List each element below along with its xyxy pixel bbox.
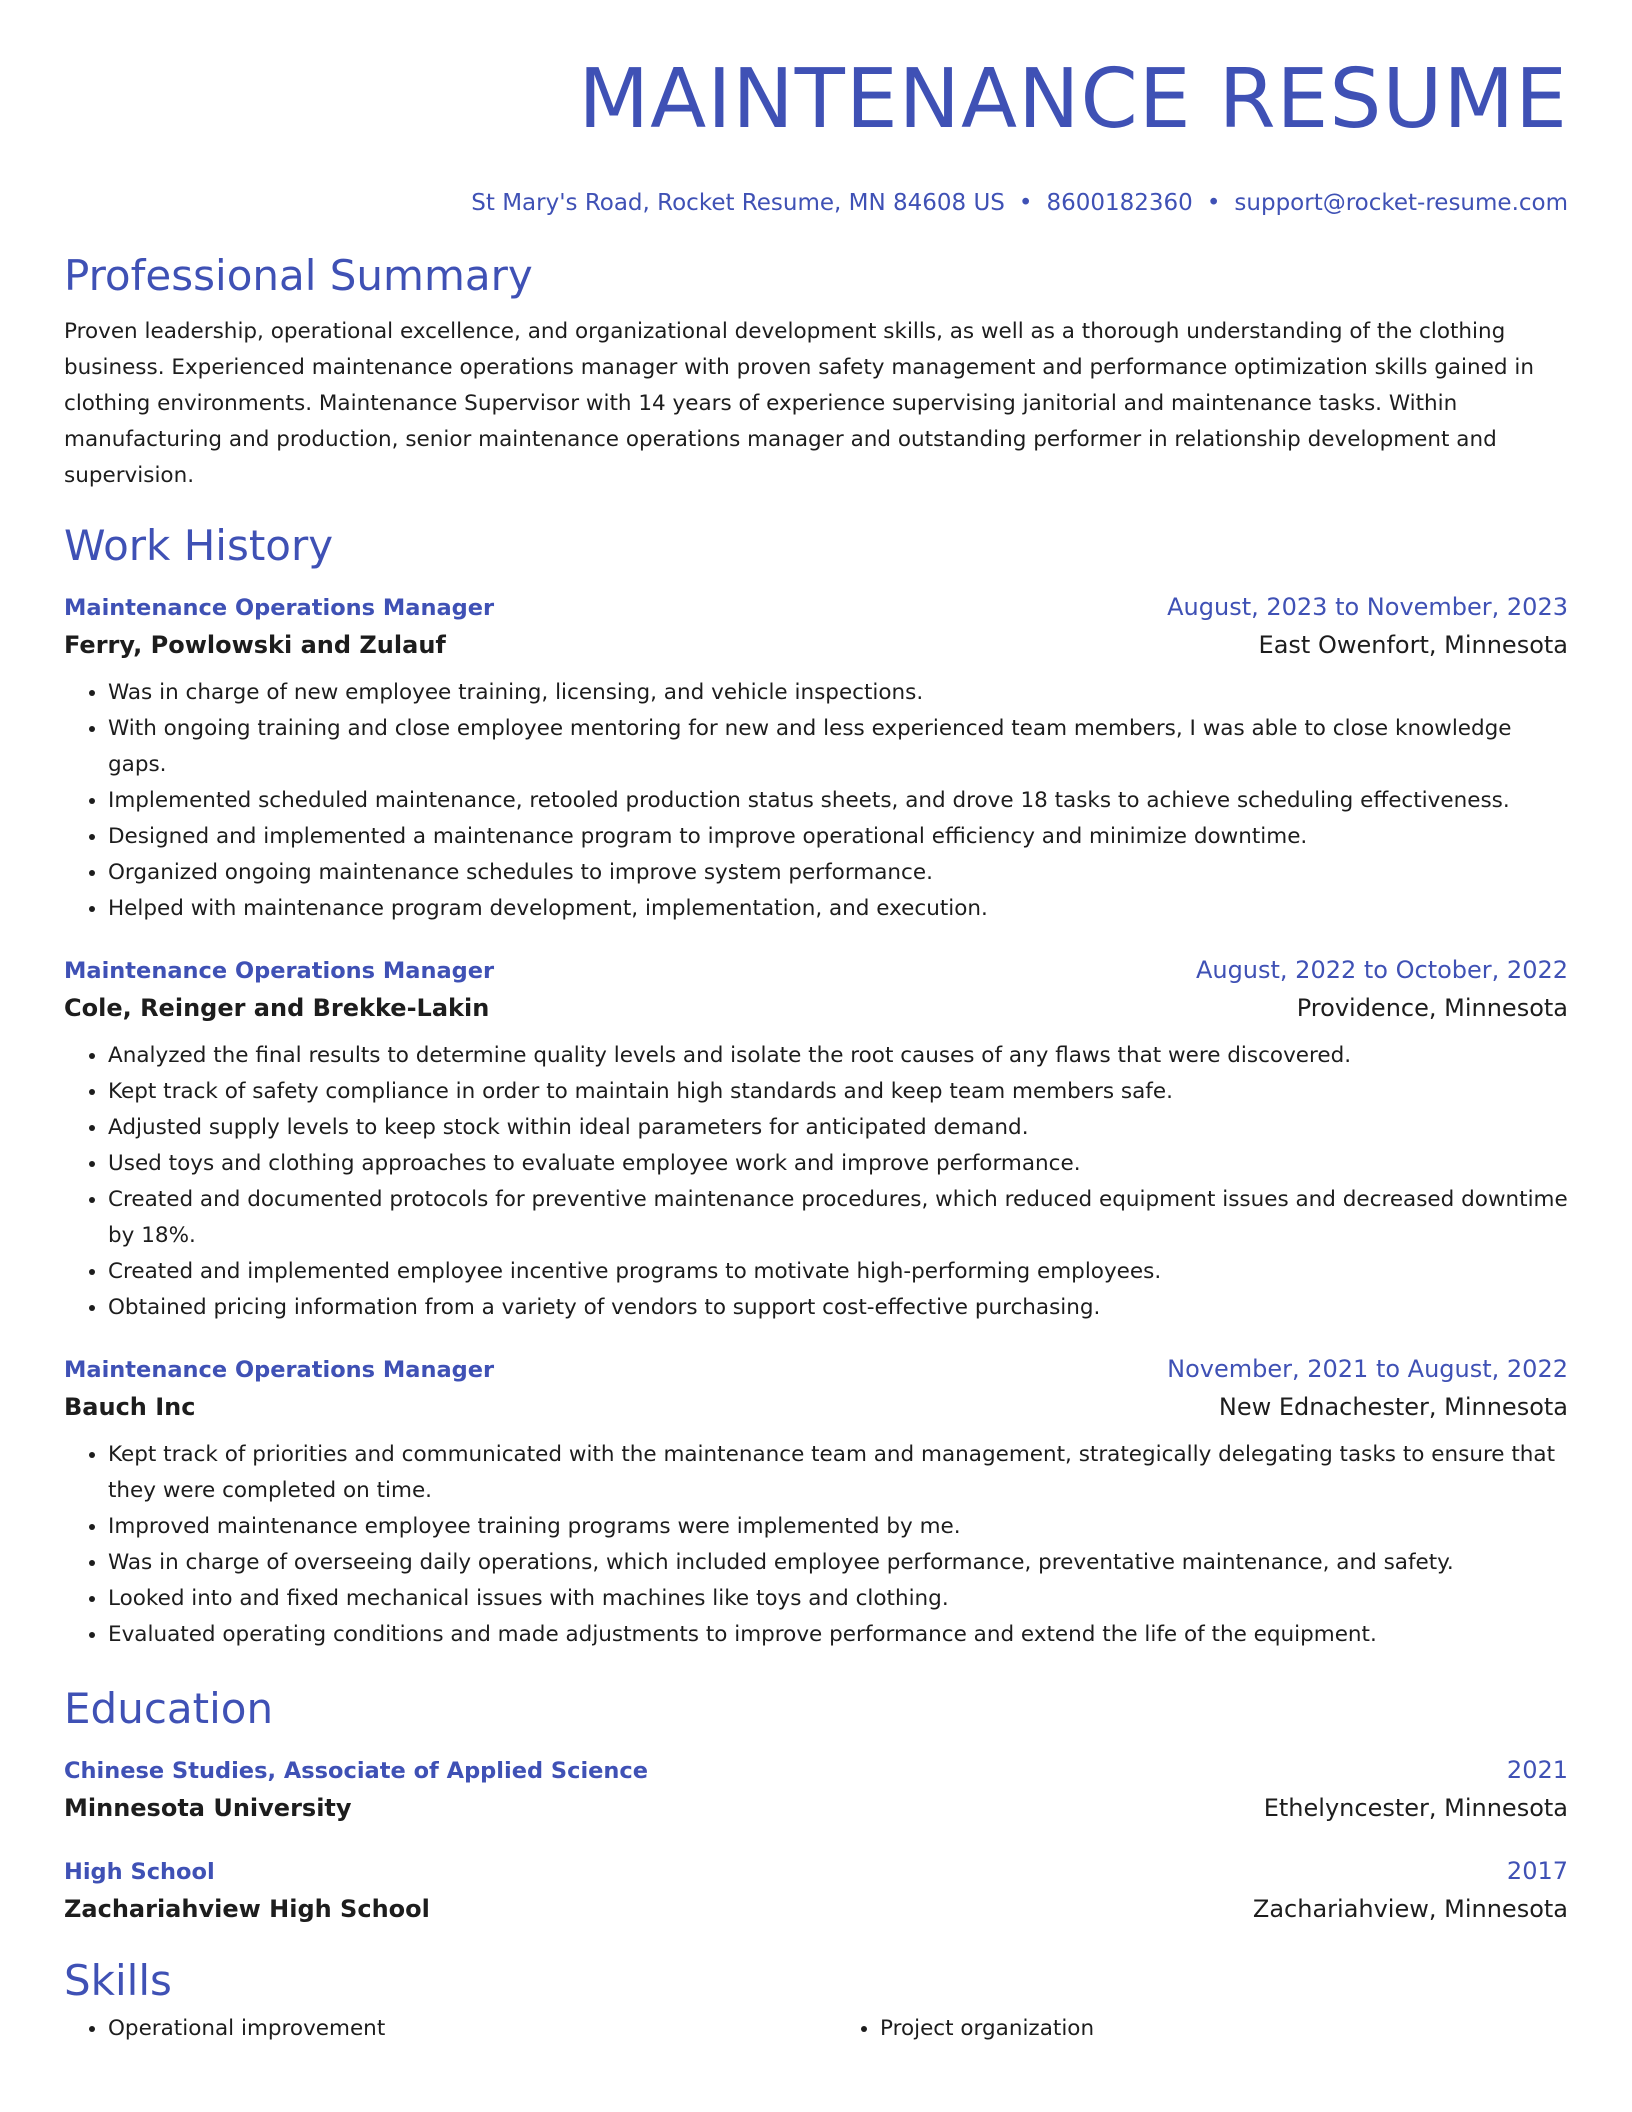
job-bullet: • Analyzed the final results to determine quality levels and isolate the root causes of any flaws that were discovered. <box>108 1038 1568 1074</box>
job-bullet: • Evaluated operating conditions and made adjustments to improve performance and extend the life of the equipment. <box>108 1617 1568 1653</box>
job-role: Maintenance Operations Manager <box>64 958 495 984</box>
skill-item: • Project organization <box>880 2011 1568 2047</box>
contact-email: support@rocket-resume.com <box>1234 190 1568 216</box>
education-school: Minnesota University <box>64 1794 352 1822</box>
job-bullet: • Implemented scheduled maintenance, retooled production status sheets, and drove 18 tasks to achieve scheduling effectiveness. <box>108 783 1568 819</box>
job-bullet: • Created and implemented employee incentive programs to motivate high-performing employees. <box>108 1254 1568 1290</box>
contact-separator: • <box>1206 190 1221 216</box>
job-location: New Ednachester, Minnesota <box>1218 1393 1568 1421</box>
job-bullet: • Created and documented protocols for preventive maintenance procedures, which reduced equipment issues and decreased downtime by 18%. <box>108 1182 1568 1254</box>
contact-separator: • <box>1018 190 1033 216</box>
summary-text: Proven leadership, operational excellence, and organizational development skills, as well as a thorough understanding of the clothing business. Experienced maintenance operations manager with proven safety management and performance optimization skills gained in clothing environments. Maintenance Supervisor with 14 years of experience supervising janitorial and maintenance tasks. Within manufacturing and production, senior maintenance operations manager and outstanding performer in relationship development and supervision. <box>64 319 1534 488</box>
job-bullet: • Organized ongoing maintenance schedules to improve system performance. <box>108 855 1568 891</box>
job-bullets <box>64 1038 1568 1326</box>
job-bullet: • Was in charge of new employee training, licensing, and vehicle inspections. <box>108 675 1568 711</box>
job-bullet: • Obtained pricing information from a variety of vendors to support cost-effective purchasing. <box>108 1290 1568 1326</box>
job-dates: August, 2023 to November, 2023 <box>1167 593 1568 621</box>
work-history-heading: Work History <box>64 521 334 570</box>
job-bullet: • With ongoing training and close employee mentoring for new and less experienced team members, I was able to close knowledge gaps. <box>108 711 1568 783</box>
education-location: Ethelyncester, Minnesota <box>1263 1794 1568 1822</box>
job-role: Maintenance Operations Manager <box>64 1357 495 1383</box>
summary-heading: Professional Summary <box>64 251 533 300</box>
contact-line <box>64 188 1568 218</box>
job-entry <box>64 590 1568 927</box>
job-bullet: • Kept track of safety compliance in order to maintain high standards and keep team members safe. <box>108 1074 1568 1110</box>
job-company: Cole, Reinger and Brekke-Lakin <box>64 994 490 1022</box>
job-entry <box>64 953 1568 1326</box>
job-bullets <box>64 1437 1568 1653</box>
job-dates: November, 2021 to August, 2022 <box>1167 1355 1568 1383</box>
skills-list <box>64 2011 1568 2047</box>
job-location: East Owenfort, Minnesota <box>1258 631 1568 659</box>
education-school: Zachariahview High School <box>64 1895 430 1923</box>
job-company: Ferry, Powlowski and Zulauf <box>64 631 446 659</box>
contact-phone: 8600182360 <box>1046 190 1193 216</box>
job-dates: August, 2022 to October, 2022 <box>1195 956 1568 984</box>
education-heading: Education <box>64 1684 274 1733</box>
education-degree: High School <box>64 1859 215 1885</box>
education-year: 2017 <box>1506 1857 1568 1885</box>
job-bullets <box>64 675 1568 927</box>
education-location: Zachariahview, Minnesota <box>1252 1895 1568 1923</box>
education-year: 2021 <box>1506 1756 1568 1784</box>
job-company: Bauch Inc <box>64 1393 196 1421</box>
contact-address: St Mary's Road, Rocket Resume, MN 84608 US <box>471 190 1005 216</box>
resume-title: MAINTENANCE RESUME <box>578 52 1568 147</box>
job-location: Providence, Minnesota <box>1296 994 1568 1022</box>
skill-item: • Operational improvement <box>108 2011 796 2047</box>
job-bullet: • Helped with maintenance program development, implementation, and execution. <box>108 891 1568 927</box>
job-role: Maintenance Operations Manager <box>64 595 495 621</box>
skills-column-left <box>64 2011 796 2047</box>
skills-heading: Skills <box>64 1956 172 2005</box>
job-entry <box>64 1352 1568 1653</box>
job-bullet: • Looked into and fixed mechanical issues with machines like toys and clothing. <box>108 1581 1568 1617</box>
job-bullet: • Was in charge of overseeing daily operations, which included employee performance, preventative maintenance, and safety. <box>108 1545 1568 1581</box>
job-bullet: • Improved maintenance employee training programs were implemented by me. <box>108 1509 1568 1545</box>
education-entry <box>64 1854 1568 1929</box>
job-bullet: • Designed and implemented a maintenance program to improve operational efficiency and minimize downtime. <box>108 819 1568 855</box>
education-degree: Chinese Studies, Associate of Applied Science <box>64 1758 649 1784</box>
job-bullet: • Kept track of priorities and communicated with the maintenance team and management, strategically delegating tasks to ensure that they were completed on time. <box>108 1437 1568 1509</box>
job-bullet: • Adjusted supply levels to keep stock within ideal parameters for anticipated demand. <box>108 1110 1568 1146</box>
skills-column-right <box>836 2011 1568 2047</box>
education-entry <box>64 1753 1568 1828</box>
job-bullet: • Used toys and clothing approaches to evaluate employee work and improve performance. <box>108 1146 1568 1182</box>
